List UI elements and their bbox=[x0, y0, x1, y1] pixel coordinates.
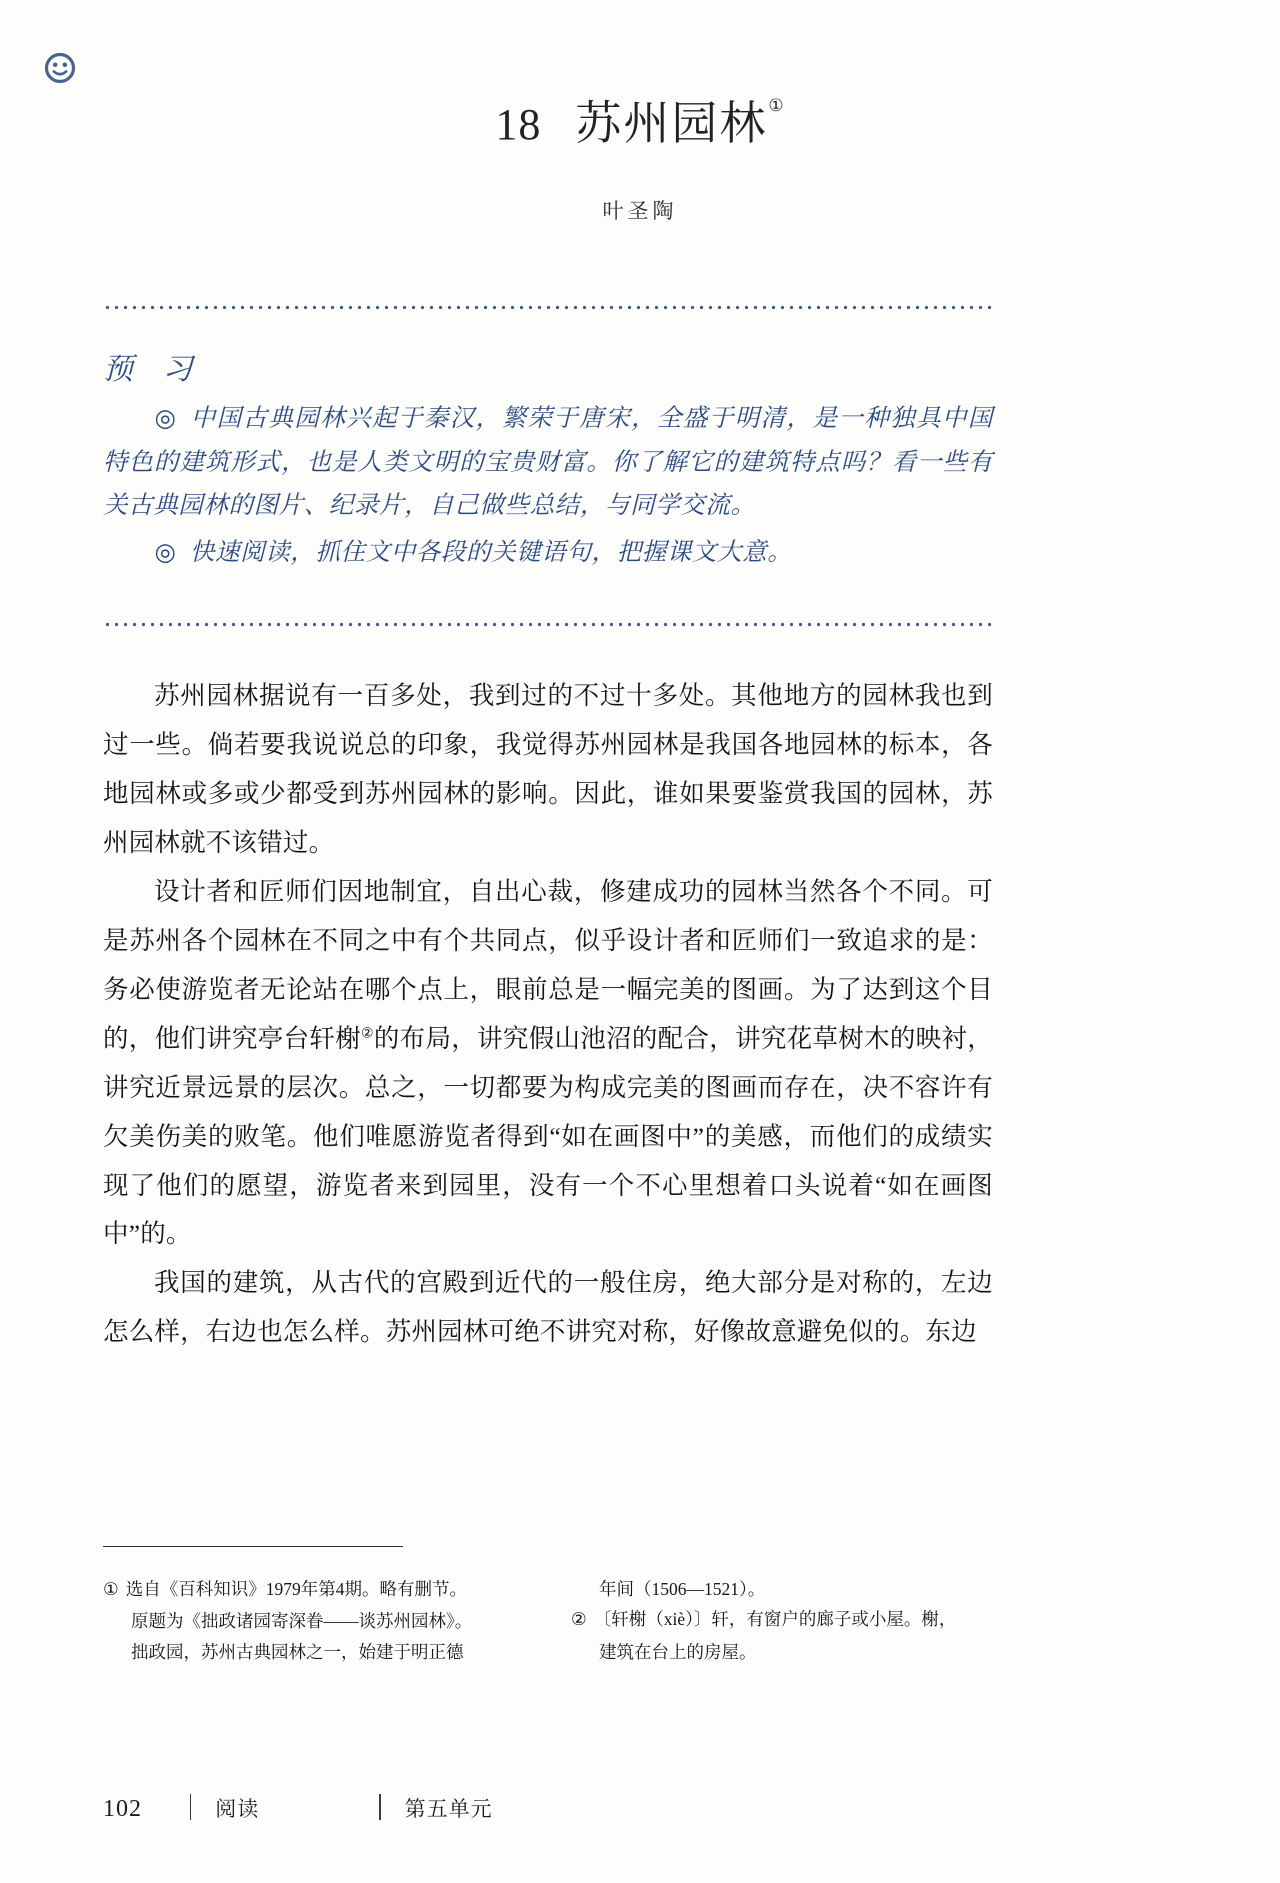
footer-unit: 第五单元 bbox=[404, 1797, 493, 1821]
preview-body bbox=[103, 396, 993, 573]
footnote-text-line: 拙政园，苏州古典园林之一，始建于明正德 bbox=[131, 1641, 464, 1662]
chapter-title-text: 苏州园林 bbox=[575, 98, 768, 149]
title-block bbox=[0, 95, 1280, 225]
footnote-column-right bbox=[571, 1574, 993, 1667]
footer-separator bbox=[379, 1794, 380, 1820]
footnote-text: 选自《百科知识》1979年第4期。略有删节。 bbox=[125, 1579, 467, 1599]
preview-heading: 预 习 bbox=[103, 352, 203, 387]
paragraph-text: 苏州园林据说有一百多处，我到过的不过十多处。其他地方的园林我也到过一些。倘若要我说说总的印象，我觉得苏州园林是我国各地园林的标本，各地园林或多或少都受到苏州园林的影响。因此，谁如果要鉴赏我国的园林，苏州园林就不该错过。 bbox=[103, 681, 993, 857]
footnote-text-line: 原题为《拙政诸园寄深眷——谈苏州园林》。 bbox=[131, 1611, 473, 1632]
paragraph bbox=[103, 868, 993, 1260]
dotted-rule-bottom bbox=[103, 617, 993, 627]
footnote-marker: ① bbox=[103, 1579, 119, 1599]
preview-item bbox=[103, 530, 993, 574]
author-name: 叶圣陶 bbox=[602, 198, 678, 223]
footnote-column-left bbox=[103, 1574, 525, 1667]
footnote-text: 〔轩榭（xiè）〕轩，有窗户的廊子或小屋。榭， bbox=[593, 1609, 957, 1630]
footnote-text-line: 建筑在台上的房屋。 bbox=[599, 1641, 757, 1662]
paragraph bbox=[103, 1259, 993, 1357]
footer-separator bbox=[190, 1794, 191, 1820]
dotted-rule-top bbox=[103, 300, 993, 310]
bullet-icon: ◎ bbox=[154, 536, 177, 566]
footnote-text-line: 年间（1506—1521）。 bbox=[599, 1579, 766, 1599]
preview-item bbox=[103, 396, 993, 527]
footnotes bbox=[103, 1574, 993, 1667]
paragraph-text-cont: 的布局，讲究假山池沼的配合，讲究花草树木的映衬，讲究近景远景的层次。总之，一切都要为构成完美的图画而存在，决不容许有欠美伤美的败笔。他们唯愿游览者得到“如在画图中”的美感，而他们的成绩实现了他们的愿望，游览者来到园里，没有一个不心里想着口头说着“如在画图中”的。 bbox=[103, 1023, 993, 1249]
paragraph-text: 设计者和匠师们因地制宜，自出心裁，修建成功的园林当然各个不同。可是苏州各个园林在不同之中有个共同点，似乎设计者和匠师们一致追求的是：务必使游览者无论站在哪个点上，眼前总是一幅完美的图画。为了达到这个目的，他们讲究亭台轩榭 bbox=[103, 876, 993, 1053]
preview-item-text: 中国古典园林兴起于秦汉，繁荣于唐宋，全盛于明清，是一种独具中国特色的建筑形式，也是人类文明的宝贵财富。你了解它的建筑特点吗？看一些有关古典园林的图片、纪录片，自己做些总结，与同学交流。 bbox=[103, 403, 993, 520]
smiley-face-icon bbox=[40, 48, 80, 88]
page-number: 102 bbox=[103, 1796, 142, 1822]
footnote-divider bbox=[103, 1546, 403, 1547]
chapter-number: 18 bbox=[495, 100, 542, 149]
article-body bbox=[103, 672, 993, 1357]
preview-section bbox=[103, 300, 993, 627]
footnote-item bbox=[103, 1574, 525, 1604]
paragraph-text: 我国的建筑，从古代的宫殿到近代的一般住房，绝大部分是对称的，左边怎么样，右边也怎么样。苏州园林可绝不讲究对称，好像故意避免似的。东边 bbox=[103, 1268, 993, 1347]
paragraph bbox=[103, 672, 993, 868]
page-footer bbox=[103, 1790, 993, 1823]
footer-section: 阅读 bbox=[215, 1797, 260, 1821]
footnote-marker: ② bbox=[361, 1026, 374, 1042]
page-title bbox=[495, 95, 784, 153]
footnote-item bbox=[571, 1604, 993, 1634]
preview-item-text: 快速阅读，抓住文中各段的关键语句，把握课文大意。 bbox=[189, 536, 793, 566]
bullet-icon: ◎ bbox=[154, 403, 178, 432]
title-footnote-marker: ① bbox=[768, 95, 786, 115]
footnote-marker: ② bbox=[571, 1609, 587, 1630]
